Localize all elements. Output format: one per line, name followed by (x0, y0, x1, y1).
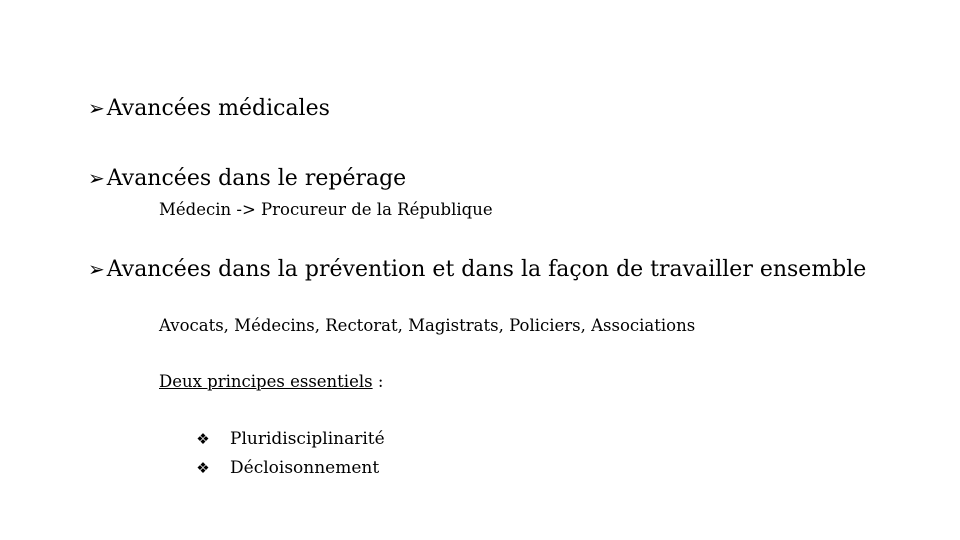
arrow-bullet-icon: ➢ (88, 96, 105, 120)
principle-item (192, 457, 379, 479)
reporting-chain: Médecin -> Procureur de la République (159, 200, 493, 219)
diamond-bullet-icon: ❖ (196, 459, 210, 477)
principles-heading (159, 372, 383, 392)
arrow-bullet-icon: ➢ (88, 257, 105, 281)
principle-text: Décloisonnement (230, 458, 380, 478)
bullet-text: Avancées dans le repérage (106, 166, 407, 191)
diamond-bullet-icon: ❖ (196, 430, 210, 448)
bullet-avancees-medicales (88, 95, 330, 122)
bullet-text: Avancées dans la prévention et dans la façon de travailler ensemble (106, 257, 867, 282)
bullet-avancees-reperage (88, 165, 406, 192)
partners-list: Avocats, Médecins, Rectorat, Magistrats, Policiers, Associations (159, 316, 696, 335)
bullet-avancees-prevention (88, 256, 874, 283)
principle-item (192, 428, 385, 450)
principles-heading-colon: : (372, 372, 384, 391)
principles-heading-text: Deux principes essentiels (159, 372, 373, 391)
principle-text: Pluridisciplinarité (230, 429, 385, 449)
bullet-text: Avancées médicales (106, 96, 330, 121)
arrow-bullet-icon: ➢ (88, 166, 105, 190)
